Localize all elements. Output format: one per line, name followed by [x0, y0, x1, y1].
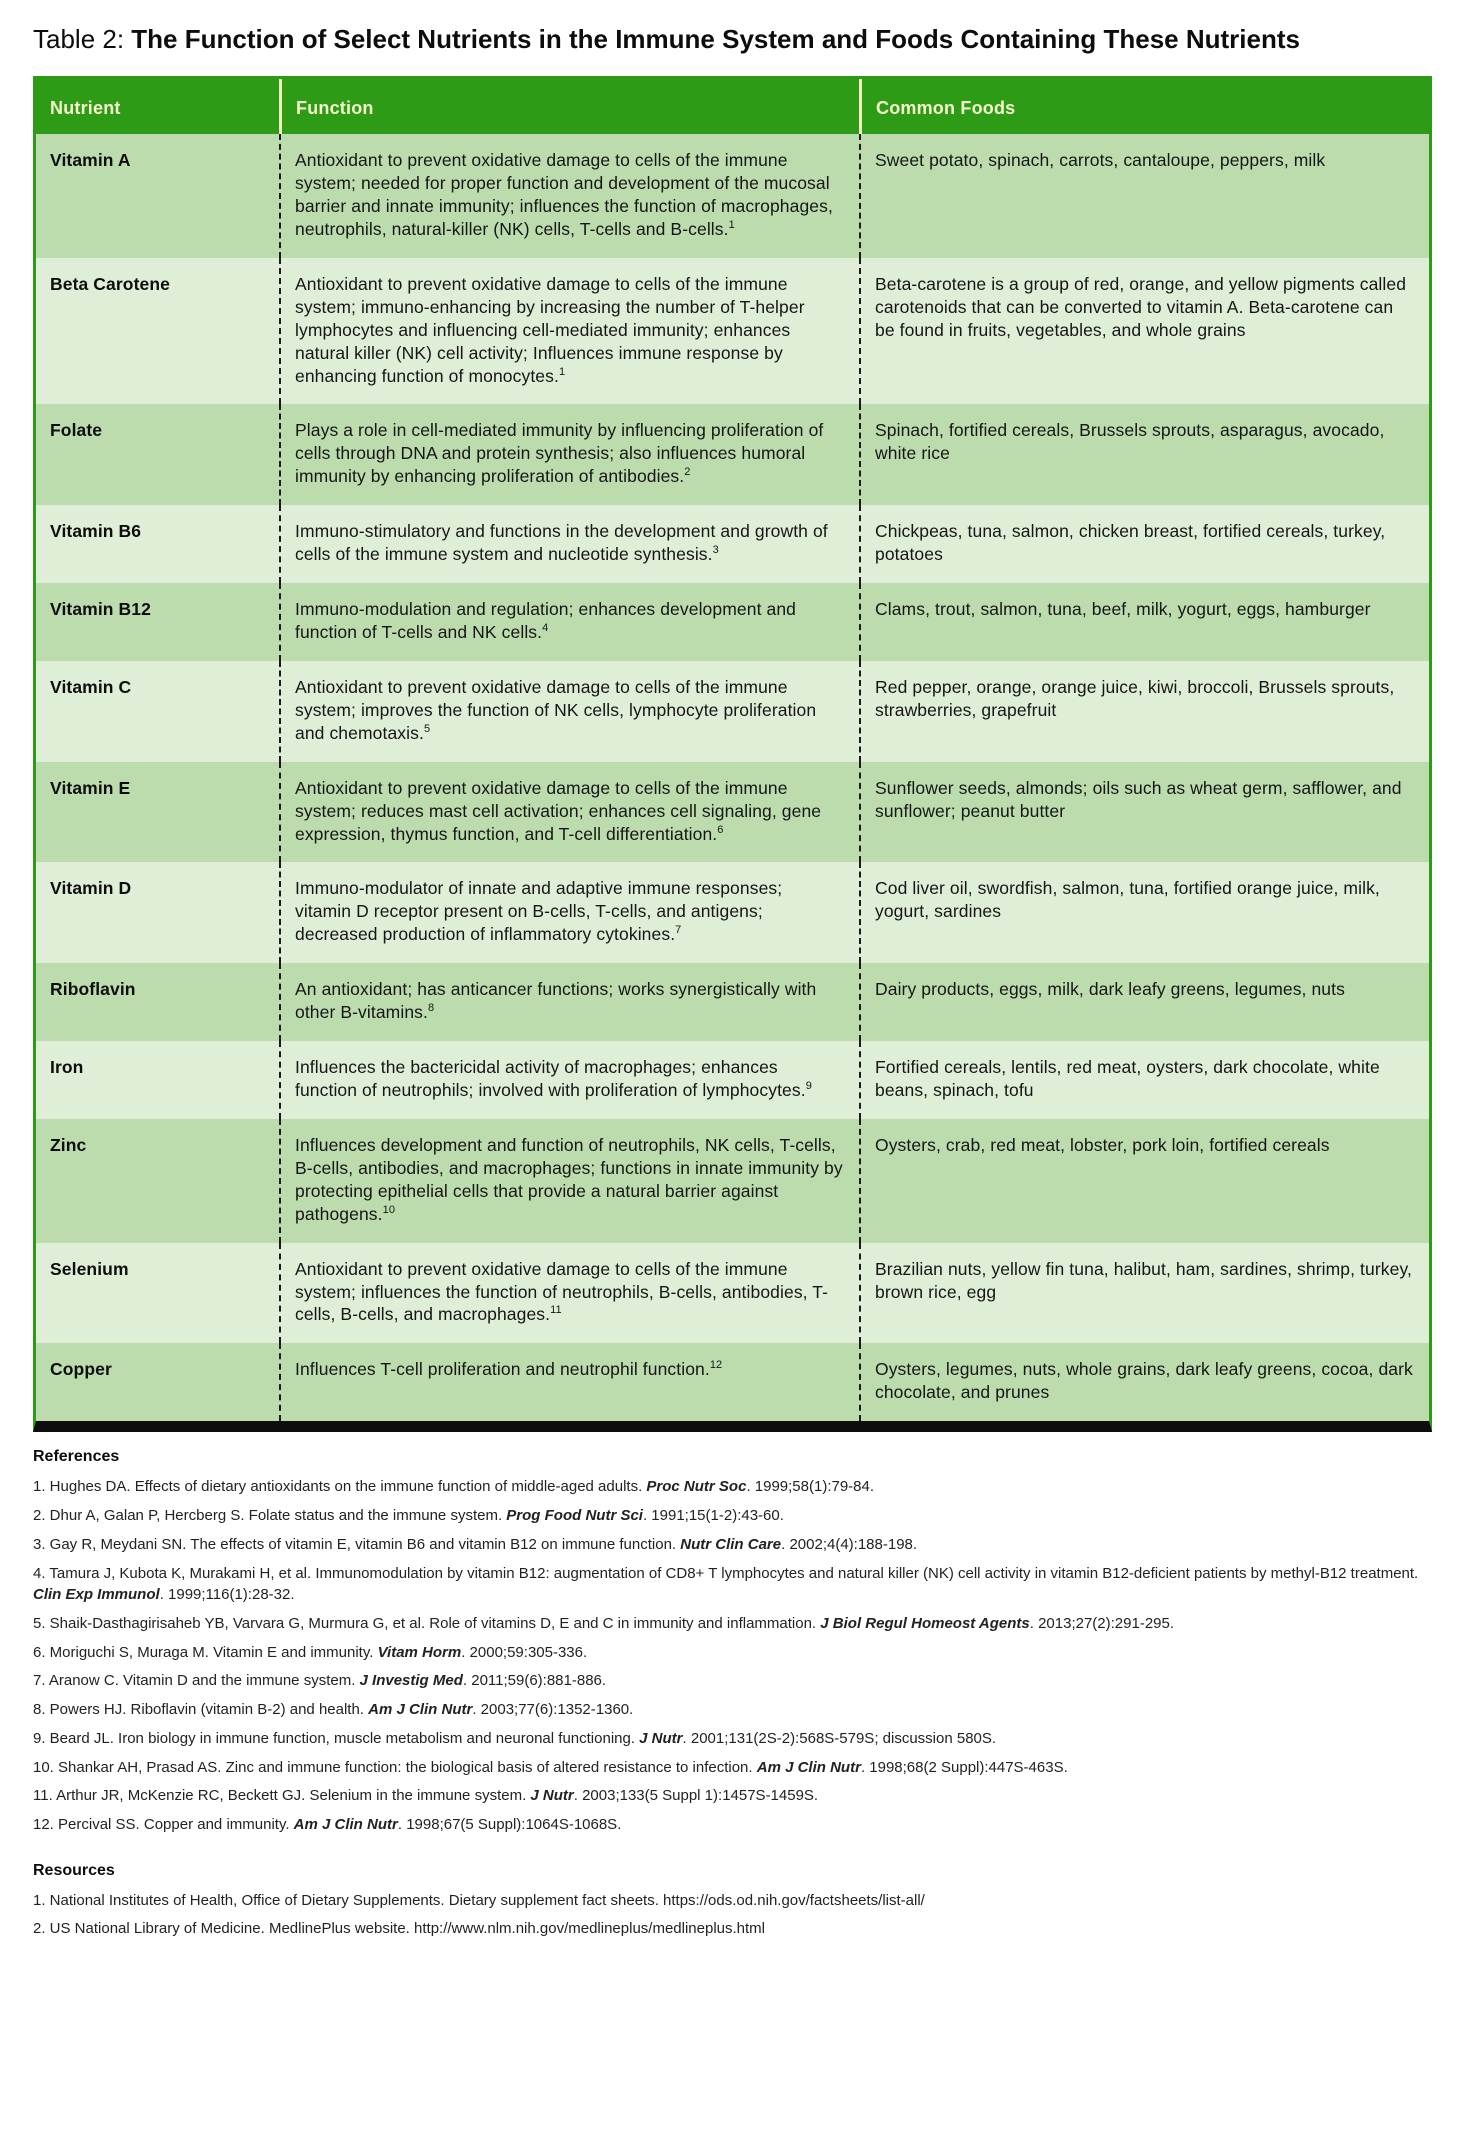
- nutrient-function: [279, 505, 859, 583]
- reference-citation-detail: . 2011;59(6):881-886.: [462, 1672, 607, 1690]
- journal-name: Prog Food Nutr Sci: [506, 1507, 643, 1525]
- reference-citation-detail: . 2003;133(5 Suppl 1):1457S-1459S.: [573, 1787, 819, 1805]
- reference-citation-detail: . 1999;58(1):79-84.: [746, 1478, 875, 1496]
- reference-superscript: 1: [728, 219, 735, 232]
- function-text: Antioxidant to prevent oxidative damage to cells of the immune system; influences the function of neutrophils, B-cells, antibodies, T-cells, B-cells, and macrophages.: [295, 1258, 829, 1325]
- reference-citation-text: 3. Gay R, Meydani SN. The effects of vitamin E, vitamin B6 and vitamin B12 on immune function.: [33, 1535, 681, 1553]
- function-text: Influences the bactericidal activity of macrophages; enhances function of neutrophils; involved with proliferation of lymphocytes.: [295, 1057, 806, 1100]
- reference-citation-text: 2. Dhur A, Galan P, Hercberg S. Folate status and the immune system.: [33, 1507, 507, 1525]
- reference-citation-detail: . 1998;68(2 Suppl):447S-463S.: [860, 1758, 1068, 1776]
- function-text: Antioxidant to prevent oxidative damage to cells of the immune system; improves the function of NK cells, lymphocyte proliferation and chemotaxis.: [295, 676, 817, 743]
- journal-name: J Biol Regul Homeost Agents: [820, 1614, 1030, 1632]
- table-header-row: [36, 79, 1429, 134]
- reference-citation-text: 6. Moriguchi S, Muraga M. Vitamin E and immunity.: [33, 1643, 378, 1661]
- journal-name: Clin Exp Immunol: [33, 1585, 160, 1603]
- common-foods: Spinach, fortified cereals, Brussels sprouts, asparagus, avocado, white rice: [859, 404, 1429, 505]
- reference-superscript: 9: [805, 1080, 812, 1093]
- function-text: Immuno-modulator of innate and adaptive immune responses; vitamin D receptor present on B-cells, T-cells, and antigens; decreased production of inflammatory cytokines.: [295, 878, 783, 945]
- table-row: [36, 583, 1429, 661]
- reference-citation-text: 10. Shankar AH, Prasad AS. Zinc and immune function: the biological basis of altered resistance to infection.: [33, 1758, 757, 1776]
- column-header-nutrient: Nutrient: [50, 98, 121, 119]
- journal-name: Am J Clin Nutr: [368, 1701, 473, 1719]
- references-list: [33, 1476, 1432, 1835]
- common-foods: Oysters, crab, red meat, lobster, pork loin, fortified cereals: [859, 1119, 1429, 1243]
- table-row: [36, 762, 1429, 863]
- journal-name: Nutr Clin Care: [680, 1535, 782, 1553]
- reference-item: [33, 1814, 1432, 1835]
- resources-section: [33, 1862, 1432, 1940]
- common-foods: Cod liver oil, swordfish, salmon, tuna, fortified orange juice, milk, yogurt, sardines: [859, 862, 1429, 963]
- reference-item: [33, 1670, 1432, 1691]
- reference-citation-detail: . 1999;116(1):28-32.: [159, 1585, 295, 1603]
- nutrient-name: Vitamin C: [50, 676, 132, 697]
- reference-item: [33, 1757, 1432, 1778]
- table-row: [36, 1119, 1429, 1243]
- nutrient-function: [279, 583, 859, 661]
- journal-name: J Investig Med: [359, 1672, 463, 1690]
- reference-superscript: 2: [684, 466, 691, 479]
- nutrient-function: [279, 963, 859, 1041]
- nutrient-function: [279, 1041, 859, 1119]
- nutrient-name: Vitamin A: [50, 150, 131, 171]
- table-row: [36, 1343, 1429, 1421]
- column-header-common-foods: Common Foods: [859, 79, 1429, 134]
- nutrient-name: Riboflavin: [50, 979, 136, 1000]
- reference-citation-text: 11. Arthur JR, McKenzie RC, Beckett GJ. Selenium in the immune system.: [33, 1787, 531, 1805]
- common-foods: Oysters, legumes, nuts, whole grains, dark leafy greens, cocoa, dark chocolate, and prunes: [859, 1343, 1429, 1421]
- function-text: Antioxidant to prevent oxidative damage to cells of the immune system; immuno-enhancing by increasing the number of T-helper lymphocytes and influencing cell-mediated immunity; enhances natural killer (NK) cell activity; Influences immune response by enhancing function of monocytes.: [295, 273, 805, 386]
- function-text: Plays a role in cell-mediated immunity by influencing proliferation of cells through DNA and protein synthesis; also influences humoral immunity by enhancing proliferation of antibodies.: [295, 420, 824, 487]
- reference-citation-text: 1. Hughes DA. Effects of dietary antioxidants on the immune function of middle-aged adults.: [33, 1478, 647, 1496]
- reference-citation-text: 12. Percival SS. Copper and immunity.: [33, 1816, 294, 1834]
- reference-superscript: 7: [675, 924, 682, 937]
- reference-superscript: 12: [709, 1359, 723, 1372]
- reference-item: [33, 1476, 1432, 1497]
- function-text: Influences development and function of neutrophils, NK cells, T-cells, B-cells, antibodies, and macrophages; functions in innate immunity by protecting epithelial cells that provide a natural barrier against pathogens.: [295, 1134, 843, 1224]
- reference-superscript: 6: [717, 823, 724, 836]
- reference-superscript: 3: [712, 544, 719, 557]
- nutrient-function: [279, 1343, 859, 1421]
- common-foods: Red pepper, orange, orange juice, kiwi, broccoli, Brussels sprouts, strawberries, grapefruit: [859, 661, 1429, 762]
- reference-citation-detail: . 2013;27(2):291-295.: [1029, 1614, 1175, 1632]
- function-text: Antioxidant to prevent oxidative damage to cells of the immune system; reduces mast cell activation; enhances cell signaling, gene expression, thymus function, and T-cell differentiation.: [295, 777, 822, 844]
- journal-name: Proc Nutr Soc: [646, 1478, 747, 1496]
- common-foods: Sunflower seeds, almonds; oils such as wheat germ, safflower, and sunflower; peanut butter: [859, 762, 1429, 863]
- reference-superscript: 4: [542, 622, 549, 635]
- reference-item: [33, 1699, 1432, 1720]
- resources-heading: Resources: [33, 1861, 115, 1879]
- table-row: [36, 258, 1429, 405]
- reference-item: [33, 1613, 1432, 1634]
- table-row: [36, 1041, 1429, 1119]
- nutrient-function: [279, 1243, 859, 1344]
- reference-item: [33, 1728, 1432, 1749]
- journal-name: Am J Clin Nutr: [756, 1758, 861, 1776]
- nutrient-function: [279, 862, 859, 963]
- reference-superscript: 1: [558, 365, 566, 378]
- nutrient-table-body: [36, 134, 1429, 1421]
- common-foods: Dairy products, eggs, milk, dark leafy greens, legumes, nuts: [859, 963, 1429, 1041]
- table-number-label: Table 2:: [33, 24, 132, 54]
- journal-name: Am J Clin Nutr: [293, 1816, 398, 1834]
- common-foods: Chickpeas, tuna, salmon, chicken breast, fortified cereals, turkey, potatoes: [859, 505, 1429, 583]
- table-row: [36, 963, 1429, 1041]
- journal-name: Vitam Horm: [377, 1643, 462, 1661]
- nutrient-name: Folate: [50, 420, 103, 441]
- nutrient-table: [33, 76, 1432, 1432]
- nutrient-function: [279, 661, 859, 762]
- reference-item: [33, 1642, 1432, 1663]
- reference-citation-detail: . 1998;67(5 Suppl):1064S-1068S.: [397, 1816, 622, 1834]
- reference-item: [33, 1563, 1432, 1606]
- reference-citation-detail: . 1991;15(1-2):43-60.: [642, 1507, 784, 1525]
- reference-citation-detail: . 2002;4(4):188-198.: [781, 1535, 918, 1553]
- function-text: Antioxidant to prevent oxidative damage to cells of the immune system; needed for proper function and development of the mucosal barrier and innate immunity; influences the function of macrophages, neutrophils, natural-killer (NK) cells, T-cells and B-cells.: [295, 150, 833, 239]
- journal-name: J Nutr: [530, 1787, 574, 1805]
- nutrient-name: Beta Carotene: [50, 273, 170, 294]
- function-text: Immuno-modulation and regulation; enhances development and function of T-cells and NK cells.: [295, 599, 796, 643]
- common-foods: Fortified cereals, lentils, red meat, oysters, dark chocolate, white beans, spinach, tofu: [859, 1041, 1429, 1119]
- table-row: [36, 1243, 1429, 1344]
- nutrient-name: Iron: [50, 1057, 84, 1078]
- nutrient-name: Copper: [50, 1359, 112, 1380]
- reference-citation-text: 9. Beard JL. Iron biology in immune function, muscle metabolism and neuronal functioning.: [33, 1729, 640, 1747]
- reference-item: [33, 1785, 1432, 1806]
- nutrient-name: Selenium: [50, 1258, 129, 1279]
- column-header-function: Function: [279, 79, 859, 134]
- table-row: [36, 505, 1429, 583]
- references-section: [33, 1448, 1432, 1835]
- reference-citation-detail: . 2001;131(2S-2):568S-579S; discussion 580S.: [682, 1729, 997, 1747]
- table-row: [36, 404, 1429, 505]
- reference-item: [33, 1534, 1432, 1555]
- table-title-text: The Function of Select Nutrients in the Immune System and Foods Containing These Nutrients: [131, 24, 1300, 54]
- resource-item: 2. US National Library of Medicine. MedlinePlus website. http://www.nlm.nih.gov/medlineplus/medlineplus.html: [33, 1920, 766, 1938]
- nutrient-name: Vitamin D: [50, 878, 132, 899]
- reference-superscript: 8: [428, 1002, 435, 1015]
- reference-citation-text: 8. Powers HJ. Riboflavin (vitamin B-2) and health.: [33, 1701, 369, 1719]
- reference-citation-detail: . 2000;59:305-336.: [461, 1643, 588, 1661]
- nutrient-function: [279, 404, 859, 505]
- reference-citation-text: 4. Tamura J, Kubota K, Murakami H, et al. Immunomodulation by vitamin B12: augmentation of CD8+ T lymphocytes and natural killer (NK) cell activity in vitamin B12-deficient patients by methyl-B12 treatment.: [33, 1564, 1419, 1582]
- reference-superscript: 11: [550, 1304, 562, 1317]
- nutrient-function: [279, 134, 859, 258]
- common-foods: Sweet potato, spinach, carrots, cantaloupe, peppers, milk: [859, 134, 1429, 258]
- reference-item: [33, 1505, 1432, 1526]
- reference-citation-text: 7. Aranow C. Vitamin D and the immune system.: [33, 1672, 360, 1690]
- nutrient-name: Vitamin E: [50, 777, 131, 798]
- nutrient-function: [279, 1119, 859, 1243]
- table-row: [36, 661, 1429, 762]
- page-title: [33, 24, 1432, 55]
- reference-citation-text: 5. Shaik-Dasthagirisaheb YB, Varvara G, Murmura G, et al. Role of vitamins D, E and C in immunity and inflammation.: [33, 1614, 821, 1632]
- reference-superscript: 5: [423, 722, 431, 735]
- common-foods: Clams, trout, salmon, tuna, beef, milk, yogurt, eggs, hamburger: [859, 583, 1429, 661]
- common-foods: Beta-carotene is a group of red, orange, and yellow pigments called carotenoids that can be converted to vitamin A. Beta-carotene can be found in fruits, vegetables, and whole grains: [859, 258, 1429, 405]
- journal-name: J Nutr: [639, 1729, 683, 1747]
- reference-citation-detail: . 2003;77(6):1352-1360.: [472, 1701, 634, 1719]
- nutrient-name: Vitamin B12: [50, 599, 151, 620]
- table-row: [36, 134, 1429, 258]
- reference-superscript: 10: [382, 1203, 396, 1216]
- table-row: [36, 862, 1429, 963]
- nutrient-name: Zinc: [50, 1134, 87, 1155]
- references-heading: References: [33, 1448, 120, 1466]
- function-text: Immuno-stimulatory and functions in the development and growth of cells of the immune system and nucleotide synthesis.: [295, 521, 828, 565]
- nutrient-name: Vitamin B6: [50, 521, 142, 542]
- resource-item: 1. National Institutes of Health, Office of Dietary Supplements. Dietary supplement fact sheets. https://ods.od.nih.gov/factsheets/list-all/: [33, 1891, 925, 1909]
- function-text: An antioxidant; has anticancer functions; works synergistically with other B-vitamins.: [295, 979, 817, 1023]
- resources-list: [33, 1890, 1432, 1940]
- common-foods: Brazilian nuts, yellow fin tuna, halibut, ham, sardines, shrimp, turkey, brown rice, egg: [859, 1243, 1429, 1344]
- nutrient-function: [279, 762, 859, 863]
- nutrient-function: [279, 258, 859, 405]
- function-text: Influences T-cell proliferation and neutrophil function.: [295, 1359, 710, 1380]
